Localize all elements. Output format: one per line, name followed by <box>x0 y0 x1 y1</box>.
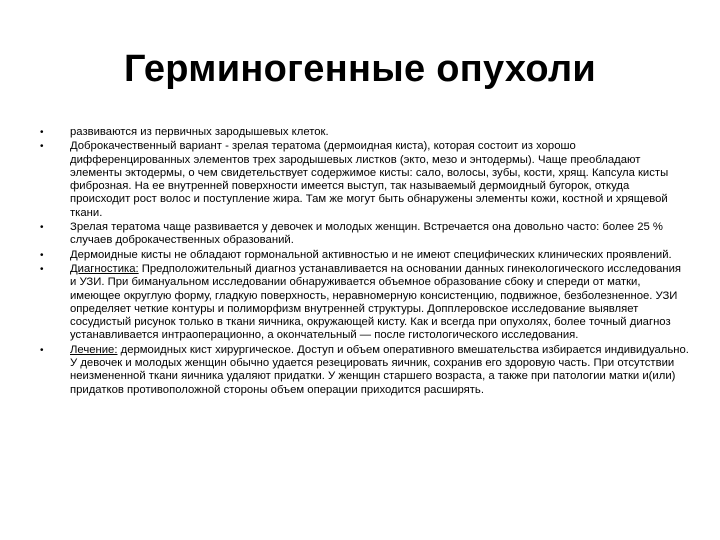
slide-title: Герминогенные опухоли <box>123 48 597 90</box>
bullet-text: Зрелая тератома чаще развивается у девочек и молодых женщин. Встречается она довольно часто: более 25 % случаев доброкачественных образований. <box>70 221 663 247</box>
bullet-icon: • <box>40 263 44 275</box>
bullet-item-diagnostics <box>40 263 690 343</box>
bullet-item-benign-variant <box>40 140 690 220</box>
bullet-item-hormonal-activity <box>40 249 690 262</box>
bullet-icon: • <box>40 249 44 261</box>
treatment-label: Лечение: <box>70 343 118 356</box>
bullet-text: развиваются из первичных зародышевых клеток. <box>70 126 329 138</box>
bullet-icon: • <box>40 141 44 153</box>
bullet-text: Предположительный диагноз устанавливается на основании данных гинекологического исследования и УЗИ. При бимануальном исследовании обнаруживается объемное образование сбоку и спереди от матки, имеющее округлую форму, гладкую поверхность, неравномерную консистенцию, подвижное, безболезненное. УЗИ определяет четкие контуры и полиморфизм внутренней структуры. Допплеровское исследование выявляет сосудистый рисунок только в ткани яичника, окружающей кисту. Как и всегда при опухолях, более точный диагноз устанавливается интраоперационно, а окончательный — после гистологического исследования. <box>70 262 682 342</box>
bullet-list <box>40 126 690 398</box>
bullet-text: Дермоидные кисты не обладают гормональной активностью и не имеют специфических клинических проявлений. <box>70 248 672 261</box>
bullet-item-origin <box>40 126 690 139</box>
bullet-item-incidence <box>40 221 690 248</box>
bullet-text: Доброкачественный вариант - зрелая тератома (дермоидная киста), которая состоит из хорошо дифференцированных элементов трех зародышевых листков (экто, мезо и энтодермы). Чаще преобладают элементы эктодермы, о чем свидетельствует содержимое кисты: сало, волосы, зубы, кости, хрящ. Капсула кисты фиброзная. На ее внутренней поверхности имеется выступ, так называемый дермоидный бугорок, откуда происходит рост волос и поступление жира. Там же могут быть обнаружены элементы кожи, костной и хрящевой ткани. <box>70 140 669 219</box>
bullet-icon: • <box>40 222 44 234</box>
bullet-icon: • <box>40 344 44 356</box>
bullet-text: дермоидных кист хирургическое. Доступ и объем оперативного вмешательства избирается индивидуально. У девочек и молодых женщин обычно удается резецировать яичник, сохранив его здоровую часть. При отсутствии неизмененной ткани яичника удаляют придатки. У женщин старшего возраста, а также при патологии матки и(или) придатков противоположной стороны объем операции приходится расширять. <box>70 343 689 396</box>
bullet-icon: • <box>40 127 44 138</box>
bullet-item-treatment <box>40 344 690 397</box>
diagnostics-label: Диагностика: <box>70 262 139 275</box>
